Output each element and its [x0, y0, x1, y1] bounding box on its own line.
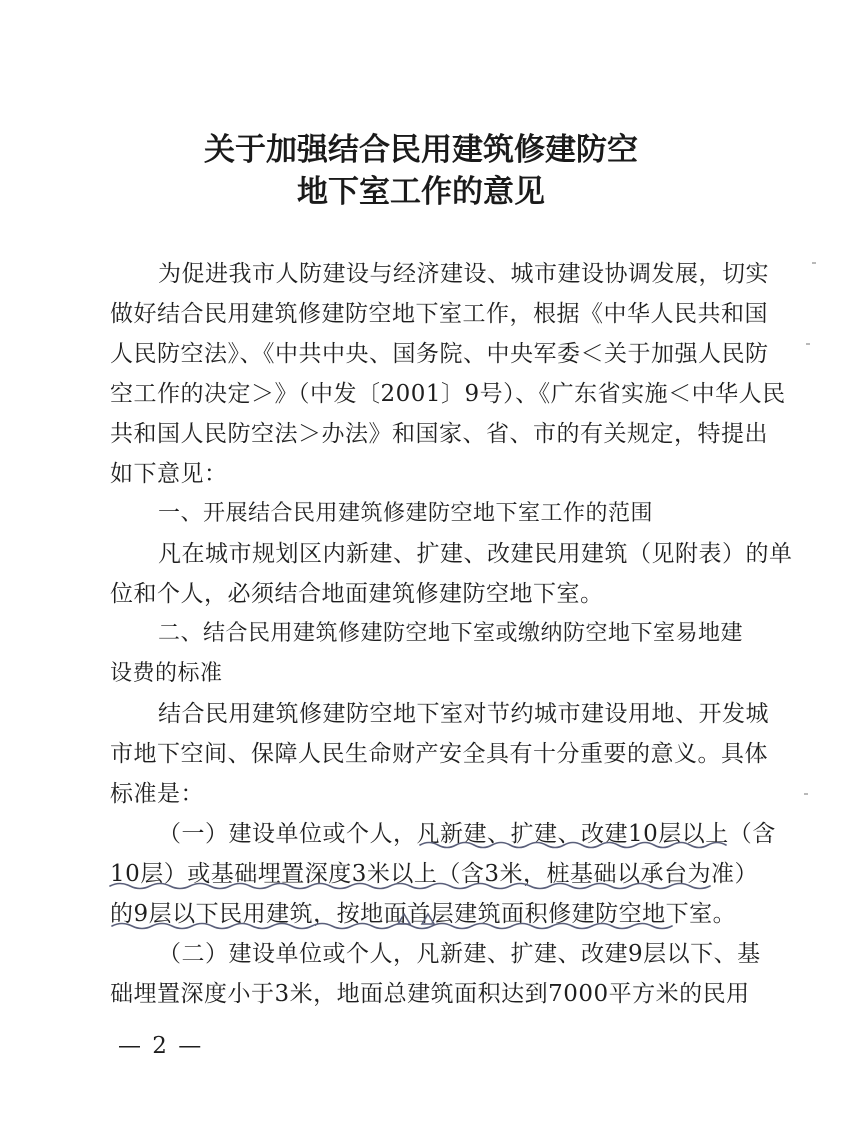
body-line: 结合民用建筑修建防空地下室对节约城市建设用地、开发城: [158, 701, 769, 727]
body-line: 10层）或基础埋置深度3米以上（含3米，桩基础以承台为准）: [110, 861, 759, 887]
body-line: 标准是：: [110, 781, 204, 807]
body-line: 位和个人，必须结合地面建筑修建防空地下室。: [110, 581, 604, 607]
body-line: 的9层以下民用建筑，按地面首层建筑面积修建防空地下室。: [110, 901, 737, 927]
body-line: 人民防空法》、《中共中央、国务院、中央军委＜关于加强人民防: [110, 341, 769, 367]
scan-speck: [804, 793, 808, 795]
body-line: （一）建设单位或个人，凡新建、扩建、改建10层以上（含: [158, 821, 776, 847]
scan-speck: [812, 262, 816, 264]
body-line: 如下意见：: [110, 461, 228, 487]
scan-speck: [806, 343, 810, 345]
document-title-line-1: 关于加强结合民用建筑修建防空: [204, 132, 638, 168]
body-line: 做好结合民用建筑修建防空地下室工作，根据《中华人民共和国: [110, 301, 768, 327]
body-line: 共和国人民防空法＞办法》和国家、省、市的有关规定，特提出: [110, 421, 768, 447]
body-line: 础埋置深度小于3米，地面总建筑面积达到7000平方米的民用: [110, 981, 750, 1007]
section-heading-2-cont: 设费的标准: [110, 661, 223, 686]
body-line: 为促进我市人防建设与经济建设、城市建设协调发展，切实: [158, 261, 769, 287]
section-heading-1: 一、开展结合民用建筑修建防空地下室工作的范围: [158, 501, 654, 526]
body-line: 市地下空间、保障人民生命财产安全具有十分重要的意义。具体: [110, 741, 768, 767]
document-title-line-2: 地下室工作的意见: [297, 174, 545, 210]
body-line: （二）建设单位或个人，凡新建、扩建、改建9层以下、基: [158, 941, 761, 967]
page-number: — 2 —: [118, 1033, 204, 1059]
section-heading-2: 二、结合民用建筑修建防空地下室或缴纳防空地下室易地建: [158, 621, 744, 646]
body-line: 空工作的决定＞》（中发〔2001〕9号）、《广东省实施＜中华人民: [110, 381, 786, 407]
body-line: 凡在城市规划区内新建、扩建、改建民用建筑（见附表）的单: [158, 541, 793, 567]
